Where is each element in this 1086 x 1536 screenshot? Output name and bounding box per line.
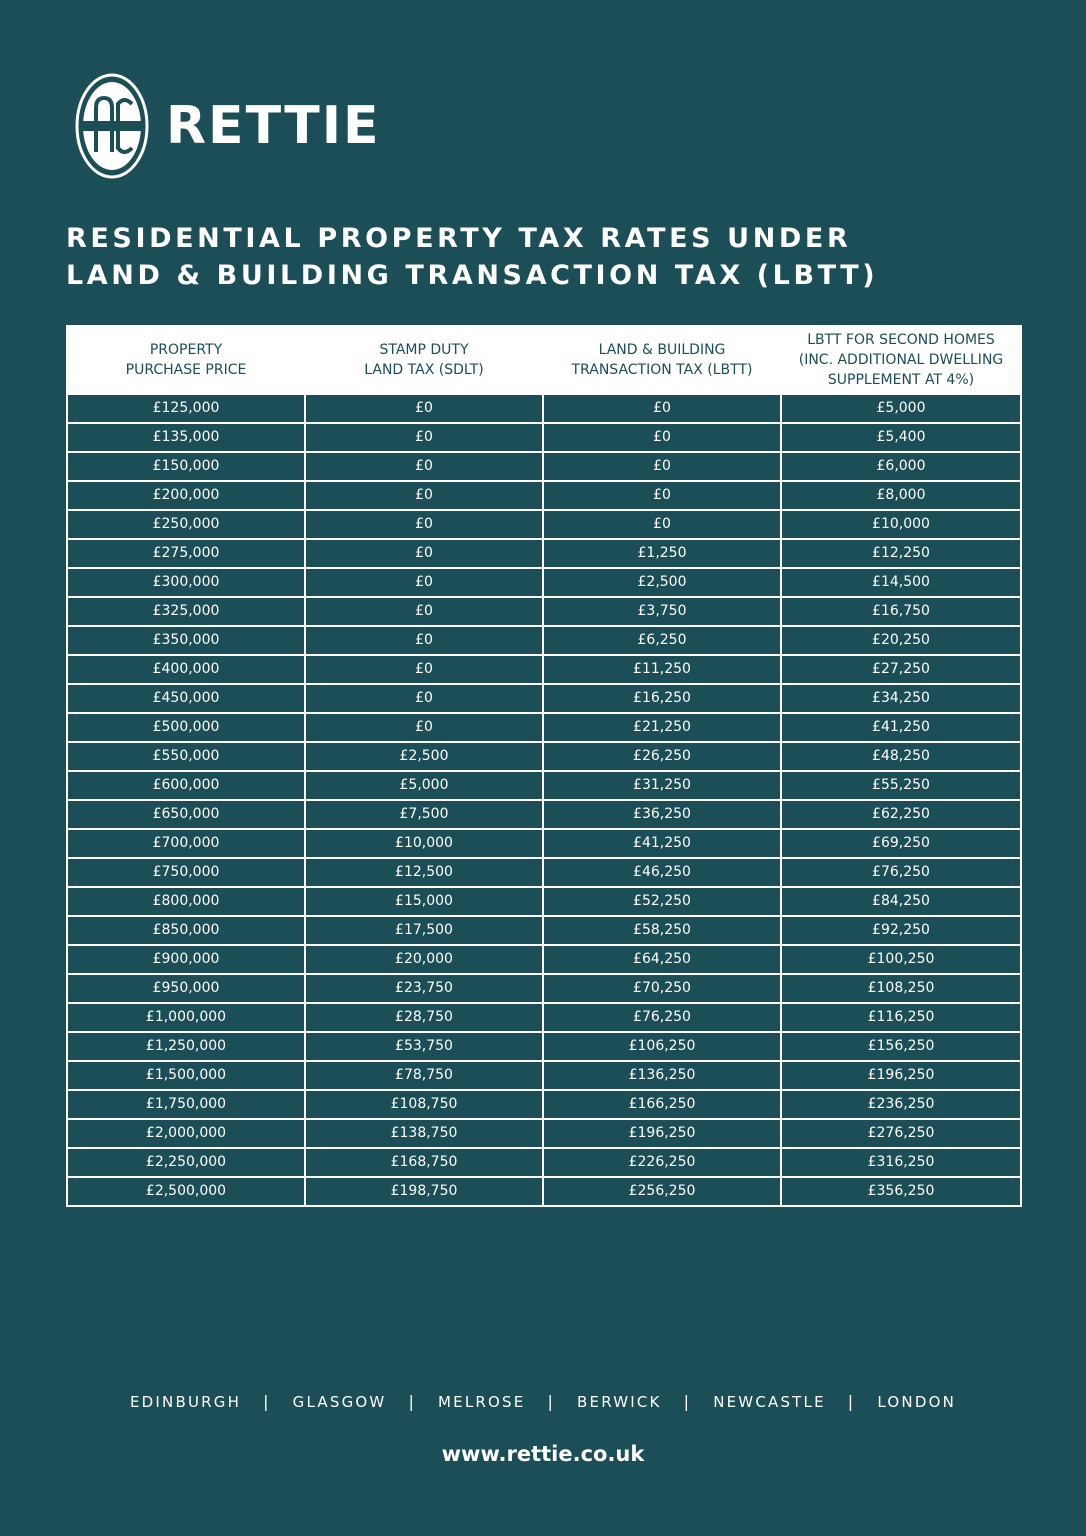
cell-lbtt: £70,250 <box>543 974 781 1003</box>
website-url: www.rettie.co.uk <box>441 1442 645 1466</box>
table-row <box>67 626 1021 655</box>
table-row <box>67 945 1021 974</box>
cell-lbtt: £36,250 <box>543 800 781 829</box>
table-row <box>67 481 1021 510</box>
table-row <box>67 858 1021 887</box>
cell-sdlt: £108,750 <box>305 1090 543 1119</box>
cell-sdlt: £0 <box>305 510 543 539</box>
table-row <box>67 974 1021 1003</box>
cell-sdlt: £168,750 <box>305 1148 543 1177</box>
cell-lbtt: £41,250 <box>543 829 781 858</box>
cell-lbtt-second-homes: £196,250 <box>781 1061 1021 1090</box>
table-row <box>67 1148 1021 1177</box>
cell-lbtt-second-homes: £41,250 <box>781 713 1021 742</box>
tax-rates-table <box>66 325 1022 1207</box>
cell-lbtt: £0 <box>543 394 781 423</box>
cell-purchase-price: £550,000 <box>67 742 305 771</box>
cell-lbtt: £58,250 <box>543 916 781 945</box>
cell-lbtt-second-homes: £69,250 <box>781 829 1021 858</box>
cell-purchase-price: £350,000 <box>67 626 305 655</box>
cell-lbtt: £1,250 <box>543 539 781 568</box>
table-row <box>67 539 1021 568</box>
cell-lbtt: £16,250 <box>543 684 781 713</box>
table-row <box>67 684 1021 713</box>
office-separator: | <box>683 1392 692 1411</box>
cell-lbtt-second-homes: £8,000 <box>781 481 1021 510</box>
cell-purchase-price: £850,000 <box>67 916 305 945</box>
table-row <box>67 1090 1021 1119</box>
table-row <box>67 1119 1021 1148</box>
cell-lbtt-second-homes: £55,250 <box>781 771 1021 800</box>
cell-sdlt: £0 <box>305 597 543 626</box>
cell-purchase-price: £135,000 <box>67 423 305 452</box>
cell-lbtt: £26,250 <box>543 742 781 771</box>
cell-purchase-price: £800,000 <box>67 887 305 916</box>
cell-lbtt: £2,500 <box>543 568 781 597</box>
table-row <box>67 597 1021 626</box>
cell-purchase-price: £300,000 <box>67 568 305 597</box>
cell-lbtt-second-homes: £100,250 <box>781 945 1021 974</box>
table-row <box>67 1032 1021 1061</box>
cell-sdlt: £78,750 <box>305 1061 543 1090</box>
cell-sdlt: £7,500 <box>305 800 543 829</box>
cell-purchase-price: £2,250,000 <box>67 1148 305 1177</box>
cell-lbtt-second-homes: £92,250 <box>781 916 1021 945</box>
cell-lbtt-second-homes: £116,250 <box>781 1003 1021 1032</box>
title-line-2: LAND & BUILDING TRANSACTION TAX (LBTT) <box>66 260 879 291</box>
cell-sdlt: £0 <box>305 539 543 568</box>
cell-lbtt: £52,250 <box>543 887 781 916</box>
cell-purchase-price: £250,000 <box>67 510 305 539</box>
monogram-badge-icon <box>74 72 150 180</box>
office-name: GLASGOW <box>292 1392 387 1411</box>
cell-lbtt-second-homes: £356,250 <box>781 1177 1021 1206</box>
cell-lbtt-second-homes: £84,250 <box>781 887 1021 916</box>
cell-lbtt-second-homes: £316,250 <box>781 1148 1021 1177</box>
cell-lbtt-second-homes: £14,500 <box>781 568 1021 597</box>
office-name: LONDON <box>877 1392 957 1411</box>
cell-lbtt: £0 <box>543 481 781 510</box>
cell-sdlt: £5,000 <box>305 771 543 800</box>
cell-purchase-price: £950,000 <box>67 974 305 1003</box>
cell-lbtt-second-homes: £6,000 <box>781 452 1021 481</box>
header-lbtt-second-homes: LBTT FOR SECOND HOMES (INC. ADDITIONAL DWELLING SUPPLEMENT AT 4%) <box>781 326 1021 394</box>
cell-purchase-price: £400,000 <box>67 655 305 684</box>
table-row <box>67 423 1021 452</box>
cell-lbtt: £136,250 <box>543 1061 781 1090</box>
cell-lbtt: £3,750 <box>543 597 781 626</box>
table-row <box>67 800 1021 829</box>
cell-sdlt: £17,500 <box>305 916 543 945</box>
header-sdlt: STAMP DUTY LAND TAX (SDLT) <box>305 326 543 394</box>
cell-purchase-price: £500,000 <box>67 713 305 742</box>
cell-sdlt: £2,500 <box>305 742 543 771</box>
office-name: NEWCASTLE <box>713 1392 826 1411</box>
cell-sdlt: £0 <box>305 713 543 742</box>
cell-purchase-price: £750,000 <box>67 858 305 887</box>
table-row <box>67 829 1021 858</box>
table-row <box>67 1177 1021 1206</box>
cell-lbtt: £21,250 <box>543 713 781 742</box>
cell-lbtt: £0 <box>543 510 781 539</box>
table-row <box>67 452 1021 481</box>
cell-sdlt: £53,750 <box>305 1032 543 1061</box>
header-lbtt: LAND & BUILDING TRANSACTION TAX (LBTT) <box>543 326 781 394</box>
cell-purchase-price: £150,000 <box>67 452 305 481</box>
cell-sdlt: £0 <box>305 423 543 452</box>
cell-sdlt: £0 <box>305 655 543 684</box>
cell-lbtt-second-homes: £276,250 <box>781 1119 1021 1148</box>
cell-sdlt: £0 <box>305 481 543 510</box>
cell-purchase-price: £200,000 <box>67 481 305 510</box>
cell-purchase-price: £700,000 <box>67 829 305 858</box>
page-title <box>66 220 878 294</box>
table-row <box>67 1061 1021 1090</box>
cell-purchase-price: £325,000 <box>67 597 305 626</box>
office-separator: | <box>847 1392 856 1411</box>
cell-lbtt: £166,250 <box>543 1090 781 1119</box>
cell-sdlt: £0 <box>305 684 543 713</box>
cell-lbtt: £6,250 <box>543 626 781 655</box>
cell-lbtt-second-homes: £5,000 <box>781 394 1021 423</box>
cell-sdlt: £23,750 <box>305 974 543 1003</box>
cell-sdlt: £0 <box>305 626 543 655</box>
cell-lbtt: £0 <box>543 452 781 481</box>
cell-sdlt: £12,500 <box>305 858 543 887</box>
cell-sdlt: £138,750 <box>305 1119 543 1148</box>
cell-sdlt: £10,000 <box>305 829 543 858</box>
cell-sdlt: £0 <box>305 568 543 597</box>
cell-lbtt-second-homes: £34,250 <box>781 684 1021 713</box>
cell-lbtt: £76,250 <box>543 1003 781 1032</box>
office-separator: | <box>408 1392 417 1411</box>
cell-sdlt: £28,750 <box>305 1003 543 1032</box>
brand-logo <box>74 72 381 180</box>
office-locations <box>0 1392 1086 1411</box>
office-separator: | <box>547 1392 556 1411</box>
cell-lbtt: £31,250 <box>543 771 781 800</box>
cell-lbtt: £0 <box>543 423 781 452</box>
cell-purchase-price: £600,000 <box>67 771 305 800</box>
office-name: EDINBURGH <box>129 1392 242 1411</box>
cell-lbtt-second-homes: £20,250 <box>781 626 1021 655</box>
table-row <box>67 742 1021 771</box>
cell-purchase-price: £2,500,000 <box>67 1177 305 1206</box>
cell-lbtt: £256,250 <box>543 1177 781 1206</box>
cell-lbtt-second-homes: £108,250 <box>781 974 1021 1003</box>
cell-lbtt-second-homes: £5,400 <box>781 423 1021 452</box>
cell-sdlt: £0 <box>305 394 543 423</box>
cell-sdlt: £198,750 <box>305 1177 543 1206</box>
cell-lbtt-second-homes: £156,250 <box>781 1032 1021 1061</box>
cell-lbtt-second-homes: £48,250 <box>781 742 1021 771</box>
cell-lbtt: £196,250 <box>543 1119 781 1148</box>
cell-lbtt: £11,250 <box>543 655 781 684</box>
cell-lbtt-second-homes: £27,250 <box>781 655 1021 684</box>
table-row <box>67 1003 1021 1032</box>
cell-purchase-price: £1,750,000 <box>67 1090 305 1119</box>
table-row <box>67 916 1021 945</box>
brand-name: RETTIE <box>166 96 381 156</box>
table-row <box>67 510 1021 539</box>
cell-purchase-price: £1,000,000 <box>67 1003 305 1032</box>
office-name: MELROSE <box>438 1392 526 1411</box>
cell-purchase-price: £1,500,000 <box>67 1061 305 1090</box>
cell-lbtt-second-homes: £12,250 <box>781 539 1021 568</box>
cell-lbtt: £106,250 <box>543 1032 781 1061</box>
cell-lbtt-second-homes: £62,250 <box>781 800 1021 829</box>
table-header-row <box>67 326 1021 394</box>
cell-lbtt: £46,250 <box>543 858 781 887</box>
cell-purchase-price: £1,250,000 <box>67 1032 305 1061</box>
table-row <box>67 655 1021 684</box>
header-purchase-price: PROPERTY PURCHASE PRICE <box>67 326 305 394</box>
cell-purchase-price: £900,000 <box>67 945 305 974</box>
title-line-1: RESIDENTIAL PROPERTY TAX RATES UNDER <box>66 223 852 254</box>
cell-lbtt: £226,250 <box>543 1148 781 1177</box>
table-row <box>67 568 1021 597</box>
table-row <box>67 771 1021 800</box>
cell-lbtt: £64,250 <box>543 945 781 974</box>
cell-purchase-price: £125,000 <box>67 394 305 423</box>
cell-purchase-price: £450,000 <box>67 684 305 713</box>
cell-lbtt-second-homes: £76,250 <box>781 858 1021 887</box>
cell-lbtt-second-homes: £236,250 <box>781 1090 1021 1119</box>
cell-lbtt-second-homes: £16,750 <box>781 597 1021 626</box>
cell-purchase-price: £650,000 <box>67 800 305 829</box>
cell-lbtt-second-homes: £10,000 <box>781 510 1021 539</box>
table-body <box>67 394 1021 1206</box>
cell-purchase-price: £2,000,000 <box>67 1119 305 1148</box>
cell-sdlt: £20,000 <box>305 945 543 974</box>
office-name: BERWICK <box>577 1392 662 1411</box>
table-row <box>67 394 1021 423</box>
cell-sdlt: £15,000 <box>305 887 543 916</box>
cell-purchase-price: £275,000 <box>67 539 305 568</box>
table-row <box>67 713 1021 742</box>
office-separator: | <box>263 1392 271 1411</box>
cell-sdlt: £0 <box>305 452 543 481</box>
table-row <box>67 887 1021 916</box>
